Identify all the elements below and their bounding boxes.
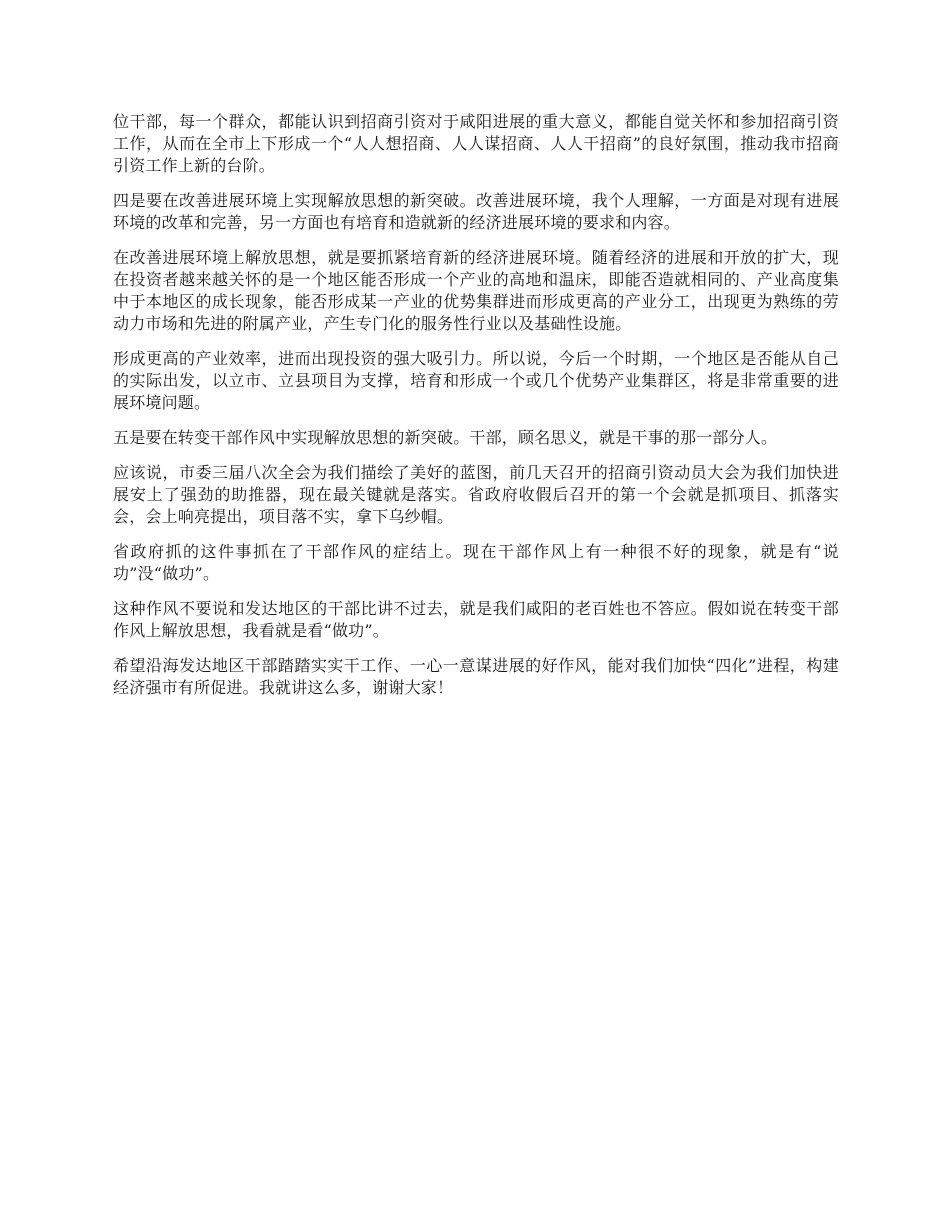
paragraph: 五是要在转变干部作风中实现解放思想的新突破。干部，顾名思义，就是干事的那一部分人。 (113, 428, 778, 447)
paragraph: 这种作风不要说和发达地区的干部比讲不过去，就是我们咸阳的老百姓也不答应。假如说在转变干部作风上解放思想，我看就是看“做功”。 (113, 599, 839, 640)
paragraph: 希望沿海发达地区干部踏踏实实干工作、一心一意谋进展的好作风，能对我们加快“四化”进程，构建经济强市有所促进。我就讲这么多，谢谢大家！ (113, 656, 839, 697)
paragraph: 位干部，每一个群众，都能认识到招商引资对于咸阳进展的重大意义，都能自觉关怀和参加招商引资工作，从而在全市上下形成一个“人人想招商、人人谋招商、人人干招商”的良好氛围，推动我市招商引资工作上新的台阶。 (113, 112, 839, 175)
paragraph: 四是要在改善进展环境上实现解放思想的新突破。改善进展环境，我个人理解，一方面是对现有进展环境的改革和完善，另一方面也有培育和造就新的经济进展环境的要求和内容。 (113, 191, 839, 232)
paragraph: 应该说，市委三届八次全会为我们描绘了美好的蓝图，前几天召开的招商引资动员大会为我们加快进展安上了强劲的助推器，现在最关键就是落实。省政府收假后召开的第一个会就是抓项目、抓落实会，会上响亮提出，项目落不实，拿下乌纱帽。 (113, 463, 839, 526)
paragraph: 在改善进展环境上解放思想，就是要抓紧培育新的经济进展环境。随着经济的进展和开放的扩大，现在投资者越来越关怀的是一个地区能否形成一个产业的高地和温床，即能否造就相同的、产业高度集中于本地区的成长现象，能否形成某一产业的优势集群进而形成更高的产业分工，出现更为熟练的劳动力市场和先进的附属产业，产生专门化的服务性行业以及基础性设施。 (113, 248, 839, 333)
paragraph: 省政府抓的这件事抓在了干部作风的症结上。现在干部作风上有一种很不好的现象，就是有“说功”没“做功”。 (113, 542, 839, 583)
document-body (113, 111, 839, 712)
paragraph: 形成更高的产业效率，进而出现投资的强大吸引力。所以说，今后一个时期，一个地区是否能从自己的实际出发，以立市、立县项目为支撑，培育和形成一个或几个优势产业集群区，将是非常重要的进展环境问题。 (113, 349, 839, 412)
